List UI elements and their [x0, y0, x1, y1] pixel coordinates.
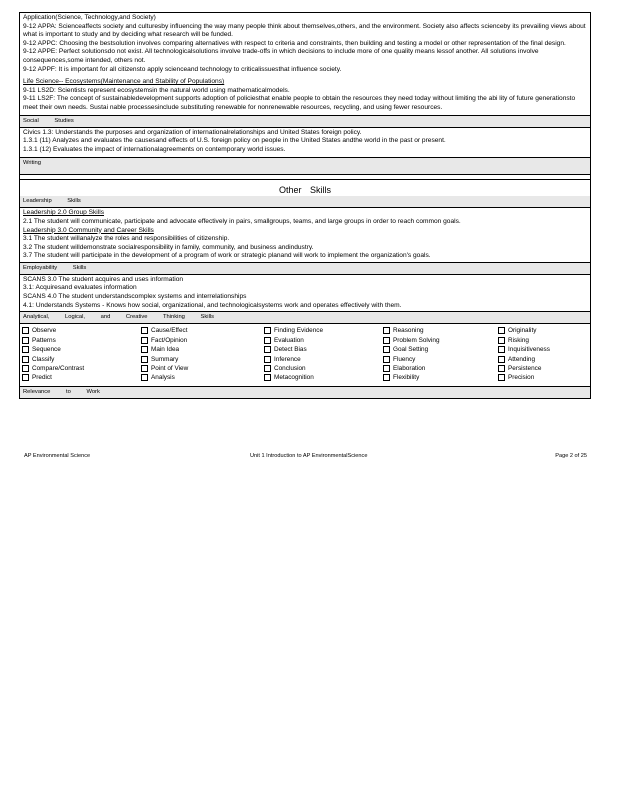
skill-checkbox[interactable] [383, 336, 498, 345]
standard-line: 9-12 APPF: It is important for all citizensto apply scienceand technology to criticalissuesthat influence society. [23, 65, 342, 73]
skill-label: Inquisitiveness [508, 346, 550, 354]
footer-unit: Unit 1 Introduction to AP EnvironmentalScience [250, 453, 368, 459]
skill-label: Analysis [151, 374, 175, 382]
skills-column [22, 326, 141, 382]
checkbox-icon[interactable] [22, 356, 29, 363]
skill-label: Finding Evidence [274, 327, 324, 335]
checkbox-icon[interactable] [264, 327, 271, 334]
skill-label: Persistence [508, 365, 542, 372]
checkbox-icon[interactable] [22, 374, 29, 381]
skill-label: Problem Solving [393, 336, 440, 344]
checkbox-icon[interactable] [383, 346, 390, 353]
standard-line: Civics 1.3: Understands the purposes and organization of internationalrelationships and United States foreign policy. [23, 128, 362, 136]
skill-checkbox[interactable] [498, 345, 594, 354]
skill-label: Risking [508, 336, 529, 344]
skill-checkbox[interactable] [22, 326, 141, 335]
checkbox-icon[interactable] [498, 346, 505, 353]
skill-label: Cause/Effect [151, 327, 188, 335]
skill-label: Predict [32, 374, 52, 382]
checkbox-icon[interactable] [264, 374, 271, 381]
standard-line: 1.3.1 (11) Analyzes and evaluates the causesand effects of U.S. foreign policy on people in the United States andthe world in the past or present. [23, 137, 446, 145]
standard-line: 9-12 APPE: Perfect solutionsdo not exist. All technologicalsolutions involve trade-offs in which decisions to include more of one quality means lessof another. All solutions involve consequences,some intended, others not. [23, 48, 539, 64]
checkbox-icon[interactable] [22, 346, 29, 353]
skills-column [498, 326, 594, 382]
checkbox-icon[interactable] [22, 365, 29, 372]
skill-label: Metacognition [274, 374, 314, 382]
standard-line: 3.1: Acquiresand evaluates information [23, 284, 137, 292]
skill-checkbox[interactable] [383, 373, 498, 382]
writing-label: Writing [20, 157, 590, 175]
skill-checkbox[interactable] [22, 336, 141, 345]
skill-checkbox[interactable] [264, 354, 383, 363]
skill-label: Fact/Opinion [151, 336, 188, 344]
standard-line: 9-12 APPA: Scienceaffects society and culturesby influencing the way many people think about themselves,others, and the environment. Society also affects scienceby its prevailing views about what is important to study and by deciding what research will be funded. [23, 22, 586, 39]
checkbox-icon[interactable] [264, 337, 271, 344]
skill-checkbox[interactable] [22, 364, 141, 373]
skill-label: Flexibility [393, 374, 420, 382]
skill-checkbox[interactable] [141, 336, 264, 345]
standard-line: 9-11 LS2D: Scientists represent ecosystemsin the natural world using mathematicalmodels. [23, 86, 290, 94]
skill-label: Inference [274, 355, 301, 363]
checkbox-icon[interactable] [264, 346, 271, 353]
skill-label: Observe [32, 327, 57, 335]
checkbox-icon[interactable] [383, 356, 390, 363]
skill-label: Main Idea [151, 346, 180, 354]
checkbox-icon[interactable] [141, 374, 148, 381]
standard-line: 9-12 APPC: Choosing the bestsolution involves comparing alternatives with respect to criteria and constraints, then building and testing a model or other representation of the final design. [23, 39, 566, 47]
checkbox-icon[interactable] [22, 337, 29, 344]
application-section [20, 13, 590, 115]
standard-line: 1.3.1 (12) Evaluates the impact of internationalagreements on contemporary world issues. [23, 145, 286, 153]
social-studies-label: Social Studies [20, 115, 590, 127]
checkbox-icon[interactable] [498, 327, 505, 334]
social-studies-section [20, 127, 590, 158]
standard-line: 3.1 The student willanalyze the roles and responsibilities of citizenship. [23, 235, 230, 243]
footer-course: AP Environmental Science [24, 453, 91, 459]
skill-checkbox[interactable] [264, 336, 383, 345]
skill-checkbox[interactable] [383, 345, 498, 354]
checkbox-icon[interactable] [141, 365, 148, 372]
skill-label: Sequence [32, 346, 61, 354]
standard-line: SCANS 3.0 The student acquires and uses information [23, 275, 184, 283]
skill-checkbox[interactable] [383, 364, 498, 373]
checkbox-icon[interactable] [22, 327, 29, 334]
employability-section [20, 274, 590, 311]
standard-line: 9-11 LS2F: The concept of sustainabledevelopment supports adoption of policiesthat enable people to obtain the resources they need today without limiting the abi lity of future generationsto meet their own needs. Sustai nable processesinclude substituting renewable for nonrenewable resources, recycling, and using fewer resources. [23, 95, 576, 111]
skill-checkbox[interactable] [498, 373, 594, 382]
skill-checkbox[interactable] [383, 354, 498, 363]
other-skills-title: Other Skills [20, 179, 590, 196]
skill-checkbox[interactable] [141, 373, 264, 382]
checkbox-icon[interactable] [383, 327, 390, 334]
footer-page-number: Page 2 of 25 [555, 453, 587, 459]
skill-checkbox[interactable] [141, 345, 264, 354]
skill-label: Patterns [32, 336, 56, 344]
standard-line: 2.1 The student will communicate, participate and advocate effectively in pairs, smallgroups, teams, and large groups in order to reach common goals. [23, 217, 461, 225]
skill-label: Classify [32, 355, 55, 363]
skill-checkbox[interactable] [498, 336, 594, 345]
thinking-skills-grid [20, 323, 590, 385]
standards-table [19, 12, 591, 399]
skill-checkbox[interactable] [141, 326, 264, 335]
skill-checkbox[interactable] [264, 364, 383, 373]
skill-label: Goal Setting [393, 346, 429, 354]
checkbox-icon[interactable] [141, 346, 148, 353]
thinking-skills-label: Analytical, Logical, and Creative Thinking Skills [20, 311, 590, 323]
skills-column [383, 326, 498, 382]
checkbox-icon[interactable] [498, 356, 505, 363]
skill-checkbox[interactable] [264, 345, 383, 354]
skill-label: Summary [151, 355, 179, 363]
checkbox-icon[interactable] [383, 337, 390, 344]
checkbox-icon[interactable] [383, 374, 390, 381]
skills-column [141, 326, 264, 382]
skill-label: Precision [508, 374, 535, 382]
skill-checkbox[interactable] [22, 354, 141, 363]
standard-line: 3.2 The student willdemonstrate socialresponsibility in family, community, and business andindustry. [23, 243, 314, 251]
skill-checkbox[interactable] [22, 373, 141, 382]
skill-checkbox[interactable] [383, 326, 498, 335]
skill-label: Attending [508, 355, 536, 363]
checkbox-icon[interactable] [141, 337, 148, 344]
skill-checkbox[interactable] [498, 326, 594, 335]
skill-label: Detect Bias [274, 346, 307, 354]
checkbox-icon[interactable] [264, 356, 271, 363]
skill-label: Originality [508, 327, 537, 335]
checkbox-icon[interactable] [264, 365, 271, 372]
standard-line: SCANS 4.0 The student understandscomplex systems and interrelationships [23, 293, 247, 301]
standard-line: 4.1: Understands Systems - Knows how social, organizational, and technologicalsystems work and operates effectively with them. [23, 301, 402, 309]
checkbox-icon[interactable] [498, 337, 505, 344]
checkbox-icon[interactable] [141, 327, 148, 334]
skill-checkbox[interactable] [141, 354, 264, 363]
skill-checkbox[interactable] [141, 364, 264, 373]
skill-label: Evaluation [274, 336, 304, 344]
skill-checkbox[interactable] [264, 373, 383, 382]
skill-checkbox[interactable] [498, 364, 594, 373]
checkbox-icon[interactable] [383, 365, 390, 372]
leadership-section [20, 207, 590, 262]
skill-label: Reasoning [393, 327, 424, 335]
skill-checkbox[interactable] [264, 326, 383, 335]
life-science-heading: Life Science-- Ecosystems(Maintenance and Stability of Populations) [23, 78, 225, 86]
relevance-label: Relevance to Work [20, 386, 590, 398]
skill-label: Compare/Contrast [32, 365, 85, 372]
skill-checkbox[interactable] [498, 354, 594, 363]
skill-label: Elaboration [393, 365, 426, 372]
skill-label: Fluency [393, 355, 416, 363]
skill-label: Point of View [151, 365, 189, 372]
checkbox-icon[interactable] [141, 356, 148, 363]
skill-label: Conclusion [274, 365, 306, 372]
application-heading: Application(Science, Technology,and Society) [23, 14, 156, 21]
skill-checkbox[interactable] [22, 345, 141, 354]
leadership-heading: Leadership 2.0 Group Skills [23, 209, 105, 217]
leadership-heading: Leadership 3.0 Community and Career Skills [23, 226, 154, 234]
checkbox-icon[interactable] [498, 365, 505, 372]
standard-line: 3.7 The student will participate in the development of a program of work or strategic planand will work to implement the organization's goals. [23, 252, 431, 260]
skills-column [264, 326, 383, 382]
checkbox-icon[interactable] [498, 374, 505, 381]
leadership-label: Leadership Skills [20, 196, 590, 207]
employability-label: Employability Skills [20, 262, 590, 274]
